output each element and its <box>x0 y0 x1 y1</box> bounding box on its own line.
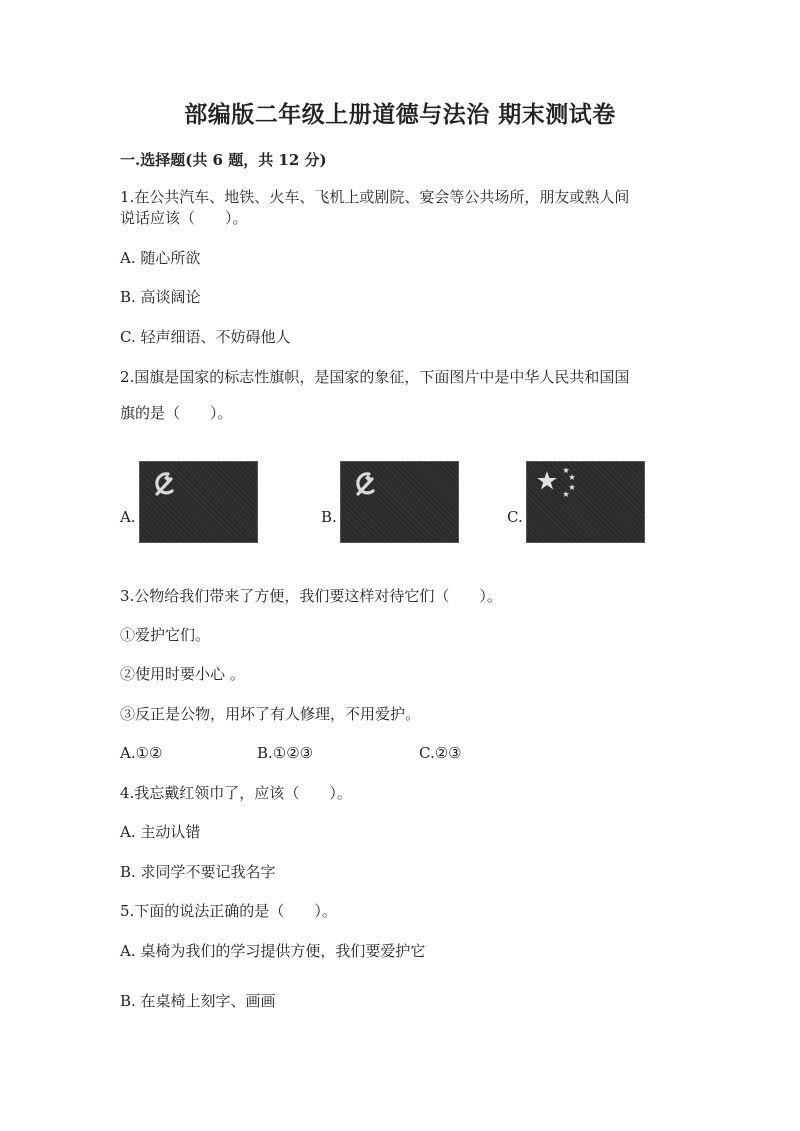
question-1-option-b: B. 高谈阔论 <box>120 288 201 306</box>
flag-option-a-label: A. <box>120 508 136 526</box>
question-1-text: 1.在公共汽车、地铁、火车、飞机上或剧院、宴会等公共场所，朋友或熟人间 <box>120 188 630 206</box>
section-heading: 一.选择题(共 6 题，共 12 分) <box>120 151 327 169</box>
hammer-sickle-icon <box>341 462 458 542</box>
question-5-text: 5.下面的说法正确的是（ ）。 <box>120 902 337 920</box>
question-3-option-a: A.①② <box>120 744 163 762</box>
flag-option-c-image <box>526 461 645 543</box>
flag-option-b-label: B. <box>321 508 337 526</box>
question-3-item-3: ③反正是公物，用坏了有人修理，不用爱护。 <box>120 705 421 723</box>
question-2-text-cont: 旗的是（ ）。 <box>120 404 233 422</box>
question-5-option-a: A. 桌椅为我们的学习提供方便，我们要爱护它 <box>120 942 426 960</box>
question-3-item-2: ②使用时要小心 。 <box>120 665 245 683</box>
question-1-text-cont: 说话应该（ ）。 <box>120 209 248 227</box>
question-1-option-a: A. 随心所欲 <box>120 249 201 267</box>
flag-option-c-label: C. <box>507 508 523 526</box>
question-1-option-c: C. 轻声细语、不妨碍他人 <box>120 328 291 346</box>
flag-option-b-image <box>340 461 459 543</box>
question-2-text: 2.国旗是国家的标志性旗帜，是国家的象征，下面图片中是中华人民共和国国 <box>120 368 630 386</box>
five-star-flag-icon <box>527 462 644 542</box>
page-title: 部编版二年级上册道德与法治 期末测试卷 <box>184 101 616 128</box>
question-4-option-a: A. 主动认错 <box>120 823 201 841</box>
question-3-option-c: C.②③ <box>419 744 462 762</box>
flag-option-a-image <box>139 461 258 543</box>
question-3-text: 3.公物给我们带来了方便，我们要这样对待它们（ ）。 <box>120 587 502 605</box>
question-4-option-b: B. 求同学不要记我名字 <box>120 863 276 881</box>
question-4-text: 4.我忘戴红领巾了，应该（ ）。 <box>120 784 352 802</box>
question-3-item-1: ①爱护它们。 <box>120 626 211 644</box>
hammer-sickle-icon <box>140 462 257 542</box>
question-3-option-b: B.①②③ <box>257 744 314 762</box>
question-5-option-b: B. 在桌椅上刻字、画画 <box>120 992 276 1010</box>
